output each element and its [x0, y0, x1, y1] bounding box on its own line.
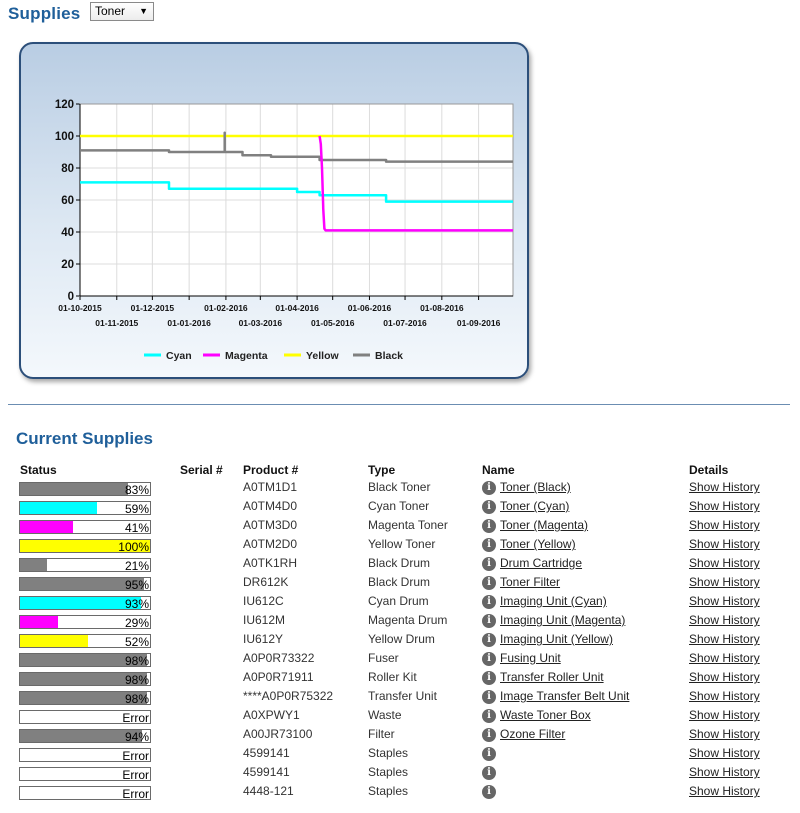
supply-name-link[interactable]: Toner (Black) [500, 480, 571, 494]
supply-type: Waste [368, 708, 402, 722]
level-bar [19, 558, 151, 572]
supply-type: Roller Kit [368, 670, 417, 684]
chart-canvas [21, 44, 529, 379]
level-value: 21% [124, 559, 149, 573]
x-tick-label: 01-12-2015 [130, 303, 175, 313]
level-bar [19, 710, 151, 724]
table-row [0, 687, 800, 706]
show-history-link[interactable]: Show History [689, 575, 760, 589]
y-tick-label: 60 [61, 195, 74, 207]
level-value: Error [122, 787, 149, 801]
show-history-link[interactable]: Show History [689, 594, 760, 608]
column-header-type: Type [368, 463, 396, 477]
column-header-details: Details [689, 463, 729, 477]
supply-type-select[interactable] [90, 2, 154, 21]
x-tick-label: 01-05-2016 [310, 318, 355, 328]
product-number: A0TM3D0 [243, 518, 298, 532]
show-history-link[interactable]: Show History [689, 537, 760, 551]
show-history-link[interactable]: Show History [689, 632, 760, 646]
show-history-link[interactable]: Show History [689, 746, 760, 760]
level-value: 83% [124, 483, 149, 497]
info-icon[interactable]: i [482, 785, 496, 799]
column-header-serial: Serial # [180, 463, 223, 477]
info-icon[interactable]: i [482, 671, 496, 685]
info-icon[interactable]: i [482, 633, 496, 647]
product-number: ****A0P0R75322 [243, 689, 334, 703]
show-history-link[interactable]: Show History [689, 651, 760, 665]
table-row [0, 497, 800, 516]
level-bar [19, 482, 151, 496]
info-icon[interactable]: i [482, 538, 496, 552]
supply-type: Staples [368, 784, 409, 798]
show-history-link[interactable]: Show History [689, 499, 760, 513]
info-icon[interactable]: i [482, 519, 496, 533]
info-icon[interactable]: i [482, 747, 496, 761]
level-bar-fill [20, 502, 97, 514]
level-value: Error [122, 768, 149, 782]
level-value: 41% [124, 521, 149, 535]
info-icon[interactable]: i [482, 500, 496, 514]
product-number: IU612C [243, 594, 284, 608]
supplies-history-chart [19, 42, 529, 379]
product-number: A0TM4D0 [243, 499, 298, 513]
x-tick-label: 01-01-2016 [167, 318, 211, 328]
level-value: 29% [124, 616, 149, 630]
show-history-link[interactable]: Show History [689, 670, 760, 684]
product-number: A0P0R73322 [243, 651, 315, 665]
level-bar [19, 653, 151, 667]
table-row [0, 649, 800, 668]
info-icon[interactable]: i [482, 595, 496, 609]
supply-type: Staples [368, 765, 409, 779]
table-row [0, 668, 800, 687]
product-number: A0XPWY1 [243, 708, 300, 722]
level-value: 93% [124, 597, 149, 611]
page-title: Supplies [8, 4, 81, 23]
supply-type: Filter [368, 727, 395, 741]
info-icon[interactable]: i [482, 766, 496, 780]
chevron-down-icon: ▼ [139, 6, 148, 16]
level-bar [19, 596, 151, 610]
level-bar [19, 539, 151, 553]
supply-type: Yellow Toner [368, 537, 436, 551]
supply-type: Magenta Toner [368, 518, 448, 532]
level-bar-fill [20, 483, 128, 495]
level-bar [19, 767, 151, 781]
level-bar [19, 520, 151, 534]
level-bar [19, 786, 151, 800]
x-tick-label: 01-02-2016 [204, 303, 248, 313]
column-header-status: Status [20, 463, 57, 477]
info-icon[interactable]: i [482, 728, 496, 742]
x-tick-label: 01-10-2015 [58, 303, 102, 313]
level-bar-fill [20, 559, 47, 571]
supply-type: Fuser [368, 651, 399, 665]
show-history-link[interactable]: Show History [689, 689, 760, 703]
level-bar-fill [20, 616, 58, 628]
info-icon[interactable]: i [482, 690, 496, 704]
product-number: A0P0R71911 [243, 670, 314, 684]
show-history-link[interactable]: Show History [689, 765, 760, 779]
table-row [0, 763, 800, 782]
supply-name-link[interactable]: Fusing Unit [500, 651, 561, 665]
product-number: IU612Y [243, 632, 284, 646]
supply-type: Magenta Drum [368, 613, 448, 627]
show-history-link[interactable]: Show History [689, 727, 760, 741]
table-row [0, 592, 800, 611]
section-divider [8, 404, 790, 405]
legend-label-magenta: Magenta [225, 350, 268, 362]
supply-type: Black Drum [368, 575, 431, 589]
x-tick-label: 01-04-2016 [275, 303, 319, 313]
product-number: A0TM1D1 [243, 480, 298, 494]
supply-name-link[interactable]: Waste Toner Box [500, 708, 591, 722]
level-bar [19, 748, 151, 762]
info-icon[interactable]: i [482, 652, 496, 666]
show-history-link[interactable]: Show History [689, 784, 760, 798]
level-bar [19, 501, 151, 515]
level-value: 52% [124, 635, 149, 649]
supply-type-select-value: Toner [95, 4, 126, 18]
show-history-link[interactable]: Show History [689, 518, 760, 532]
level-bar [19, 615, 151, 629]
level-bar-fill [20, 730, 142, 742]
supply-name-link[interactable]: Imaging Unit (Cyan) [500, 594, 607, 608]
y-tick-label: 80 [61, 163, 74, 175]
level-bar-fill [20, 521, 73, 533]
product-number: A0TM2D0 [243, 537, 298, 551]
supply-type: Cyan Toner [368, 499, 430, 513]
table-row [0, 573, 800, 592]
legend-label-cyan: Cyan [166, 350, 192, 362]
supply-name-link[interactable]: Imaging Unit (Magenta) [500, 613, 626, 627]
level-bar-fill [20, 635, 88, 647]
product-number: 4448-121 [243, 784, 294, 798]
level-value: 98% [124, 673, 149, 687]
info-icon[interactable]: i [482, 557, 496, 571]
info-icon[interactable]: i [482, 576, 496, 590]
table-row [0, 744, 800, 763]
level-value: Error [122, 749, 149, 763]
show-history-link[interactable]: Show History [689, 556, 760, 570]
product-number: A00JR73100 [243, 727, 313, 741]
supply-type: Cyan Drum [368, 594, 429, 608]
x-tick-label: 01-08-2016 [420, 303, 464, 313]
info-icon[interactable]: i [482, 481, 496, 495]
product-number: 4599141 [243, 746, 290, 760]
level-value: 98% [124, 692, 149, 706]
info-icon[interactable]: i [482, 709, 496, 723]
level-value: 94% [124, 730, 149, 744]
show-history-link[interactable]: Show History [689, 708, 760, 722]
table-row [0, 554, 800, 573]
level-value: 95% [124, 578, 149, 592]
y-tick-label: 40 [61, 227, 74, 239]
y-tick-label: 100 [54, 131, 74, 143]
table-row [0, 725, 800, 744]
supply-type: Transfer Unit [368, 689, 437, 703]
supply-type: Black Toner [368, 480, 431, 494]
level-value: 100% [118, 540, 149, 554]
supply-type: Black Drum [368, 556, 431, 570]
x-tick-label: 01-03-2016 [238, 318, 283, 328]
table-row [0, 516, 800, 535]
current-supplies-title: Current Supplies [16, 429, 153, 448]
level-value: 59% [124, 502, 149, 516]
level-bar-fill [20, 597, 141, 609]
product-number: A0TK1RH [243, 556, 298, 570]
supply-name-link[interactable]: Toner (Magenta) [500, 518, 589, 532]
table-row [0, 706, 800, 725]
column-header-name: Name [482, 463, 515, 477]
product-number: DR612K [243, 575, 289, 589]
show-history-link[interactable]: Show History [689, 613, 760, 627]
x-tick-label: 01-11-2015 [95, 318, 139, 328]
x-tick-label: 01-07-2016 [383, 318, 427, 328]
supply-name-link[interactable]: Transfer Roller Unit [500, 670, 604, 684]
table-row [0, 478, 800, 497]
table-row [0, 630, 800, 649]
product-number: 4599141 [243, 765, 290, 779]
level-bar [19, 634, 151, 648]
product-number: IU612M [243, 613, 286, 627]
level-bar [19, 691, 151, 705]
supply-name-link[interactable]: Toner Filter [500, 575, 561, 589]
table-row [0, 535, 800, 554]
level-bar [19, 577, 151, 591]
y-tick-label: 20 [61, 259, 74, 271]
table-row [0, 611, 800, 630]
supply-name-link[interactable]: Toner (Yellow) [500, 537, 576, 551]
legend-label-yellow: Yellow [306, 350, 339, 362]
info-icon[interactable]: i [482, 614, 496, 628]
level-bar [19, 672, 151, 686]
level-value: Error [122, 711, 149, 725]
show-history-link[interactable]: Show History [689, 480, 760, 494]
supply-name-link[interactable]: Drum Cartridge [500, 556, 583, 570]
supply-name-link[interactable]: Ozone Filter [500, 727, 566, 741]
column-header-product: Product # [243, 463, 299, 477]
level-value: 98% [124, 654, 149, 668]
x-tick-label: 01-09-2016 [456, 318, 501, 328]
legend-label-black: Black [375, 350, 404, 362]
supply-name-link[interactable]: Image Transfer Belt Unit [500, 689, 630, 703]
supply-type: Staples [368, 746, 409, 760]
level-bar [19, 729, 151, 743]
x-tick-label: 01-06-2016 [347, 303, 392, 313]
supply-type: Yellow Drum [368, 632, 435, 646]
y-tick-label: 120 [54, 99, 74, 111]
supply-name-link[interactable]: Imaging Unit (Yellow) [500, 632, 613, 646]
supply-name-link[interactable]: Toner (Cyan) [500, 499, 570, 513]
y-tick-label: 0 [67, 291, 74, 303]
table-row [0, 782, 800, 801]
